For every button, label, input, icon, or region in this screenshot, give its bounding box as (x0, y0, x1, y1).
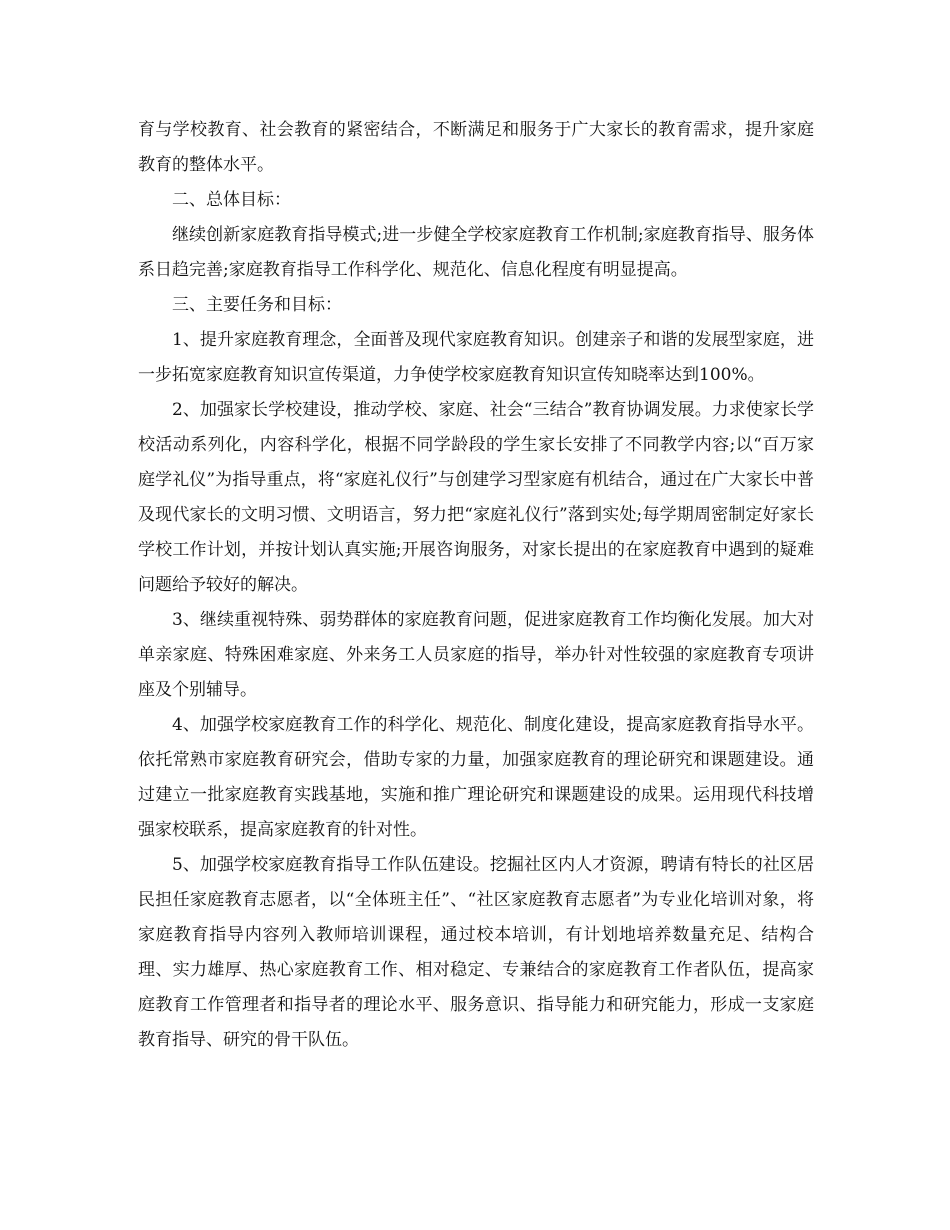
paragraph-task-3: 3、继续重视特殊、弱势群体的家庭教育问题，促进家庭教育工作均衡化发展。加大对单亲家庭、特殊困难家庭、外来务工人员家庭的指导，举办针对性较强的家庭教育专项讲座及个别辅导。 (138, 610, 814, 700)
heading-main-tasks: 三、主要任务和目标： (172, 295, 342, 315)
paragraph-task-4: 4、加强学校家庭教育工作的科学化、规范化、制度化建设，提高家庭教育指导水平。依托常熟市家庭教育研究会，借助专家的力量，加强家庭教育的理论研究和课题建设。通过建立一批家庭教育实践基地，实施和推广理论研究和课题建设的成果。运用现代科技增强家校联系，提高家庭教育的针对性。 (138, 715, 814, 840)
paragraph-task-5: 5、加强学校家庭教育指导工作队伍建设。挖掘社区内人才资源，聘请有特长的社区居民担任家庭教育志愿者，以“全体班主任”、“社区家庭教育志愿者”为专业化培训对象，将家庭教育指导内容列入教师培训课程，通过校本培训，有计划地培养数量充足、结构合理、实力雄厚、热心家庭教育工作、相对稳定、专兼结合的家庭教育工作者队伍，提高家庭教育工作管理者和指导者的理论水平、服务意识、指导能力和研究能力，形成一支家庭教育指导、研究的骨干队伍。 (138, 855, 814, 1050)
paragraph-continuation: 育与学校教育、社会教育的紧密结合，不断满足和服务于广大家长的教育需求，提升家庭教育的整体水平。 (138, 120, 814, 175)
paragraph-task-2: 2、加强家长学校建设，推动学校、家庭、社会“三结合”教育协调发展。力求使家长学校活动系列化，内容科学化，根据不同学龄段的学生家长安排了不同教学内容;以“百万家庭学礼仪”为指导重点，将“家庭礼仪行”与创建学习型家庭有机结合，通过在广大家长中普及现代家长的文明习惯、文明语言，努力把“家庭礼仪行”落到实处;每学期周密制定好家长学校工作计划，并按计划认真实施;开展咨询服务，对家长提出的在家庭教育中遇到的疑难问题给予较好的解决。 (138, 400, 814, 595)
paragraph-task-1: 1、提升家庭教育理念，全面普及现代家庭教育知识。创建亲子和谐的发展型家庭，进一步拓宽家庭教育知识宣传渠道，力争使学校家庭教育知识宣传知晓率达到100%。 (138, 330, 814, 385)
heading-overall-goals: 二、总体目标： (172, 190, 291, 210)
paragraph-overall-goals: 继续创新家庭教育指导模式;进一步健全学校家庭教育工作机制;家庭教育指导、服务体系日趋完善;家庭教育指导工作科学化、规范化、信息化程度有明显提高。 (138, 225, 814, 280)
document-body (138, 113, 814, 1058)
